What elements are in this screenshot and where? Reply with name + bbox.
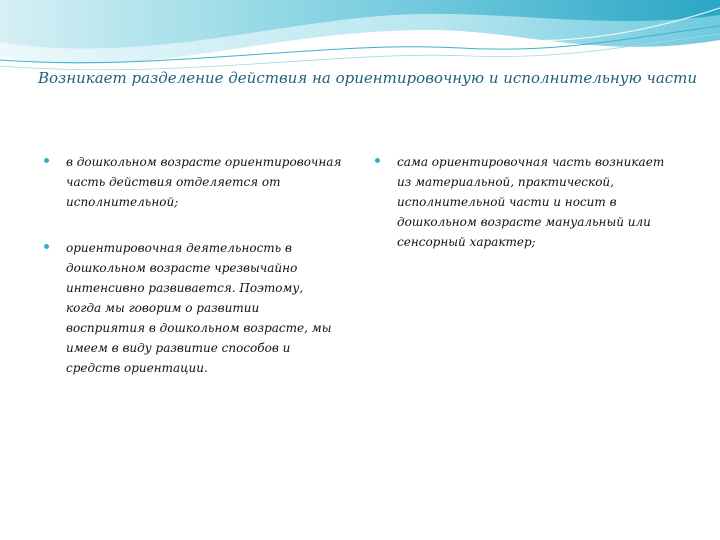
left-column — [42, 152, 342, 404]
list-item-text: ориентировочная деятельность в дошкольном возрасте чрезвычайно интенсивно развивается. Поэтому, когда мы говорим о развитии восприятия в дошкольном возрасте, мы имеем в виду развитие способов и средств ориентации. — [66, 241, 332, 375]
right-column — [373, 152, 678, 278]
list-item — [42, 238, 342, 378]
list-item-text: в дошкольном возрасте ориентировочная часть действия отделяется от исполнительной; — [66, 155, 342, 209]
list-item-text: сама ориентировочная часть возникает из материальной, практической, исполнительной части и носит в дошкольном возрасте мануальный или сенсорный характер; — [397, 155, 665, 249]
bullet-icon — [44, 158, 49, 163]
slide-title: Возникает разделение действия на ориентировочную и исполнительную части — [38, 69, 698, 87]
bullet-icon — [375, 158, 380, 163]
list-item — [373, 152, 678, 252]
bullet-icon — [44, 244, 49, 249]
list-item — [42, 152, 342, 212]
